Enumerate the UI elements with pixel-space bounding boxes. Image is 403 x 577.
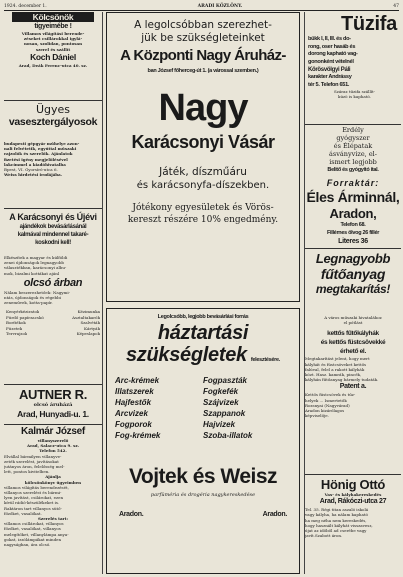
ad-body-line: gokat, izzólámpákat minden	[4, 536, 62, 542]
header-date: 1924. december 1.	[4, 4, 47, 9]
ad-discount-line: kereszt részére 10% engedmény.	[127, 215, 279, 225]
ad-subtitle: villanyszerelő	[37, 438, 69, 443]
ad-body-line: ha meg néha nem kereskedés,	[305, 517, 367, 523]
ad-body-line: gononként vételnél	[308, 58, 354, 65]
ad-price: Literes 36	[338, 238, 368, 245]
ad-body-line: Száraz tűzifa szállít-	[334, 89, 375, 94]
product-list	[107, 375, 299, 441]
page-header	[4, 3, 399, 11]
ad-body-line: villamos világítás berendezését,	[4, 484, 69, 490]
ad-advertiser-name: Koch Dániel	[30, 51, 76, 62]
product-item: Fogkefék	[203, 387, 239, 396]
ad-advertiser-name: Éles Árminnál,	[306, 189, 400, 205]
left-column	[4, 12, 103, 574]
ad-lead-line: jük be szükségleteinket	[141, 32, 265, 44]
ad-body-line: Aradon kizárólagos	[305, 408, 345, 414]
ad-body-line: Raktáron tart villanyos sütő-	[4, 505, 62, 511]
ad-title: AUTNER R.	[18, 387, 88, 402]
ad-body-line: szerel és szállít	[35, 46, 71, 52]
ad-body-line: hogy használt kályhát visszavesz,	[305, 522, 373, 528]
ad-body-line: el pótlást	[343, 320, 363, 326]
ad-title: A Karácsonyi és Újévi	[9, 212, 97, 222]
ad-headline-1: Nagy	[158, 87, 248, 129]
ad-address: Arad, Hunyadi-u. 1.	[17, 409, 89, 419]
ad-body-line: nali felvétetik, egyúttal műszaki	[4, 146, 77, 152]
ad-title: Kölcsönök	[12, 12, 94, 22]
ad-body-line: karakter Andrássy	[308, 74, 352, 80]
product-pair: Fürdő papírzacskó Asztaltakarók	[6, 314, 100, 320]
ad-body-line: kályhán fűtőanyag bármely tudaták.	[305, 377, 379, 383]
ad-title: Ügyes	[35, 103, 71, 116]
ad-title: Kalmár József	[21, 426, 85, 437]
ad-body-line: Nálam beszerezhetőek: Nagymi-	[4, 289, 70, 295]
ad-line: gyógyszer	[336, 134, 370, 142]
ad-address: ban József főherceg-út 1. (a várossal szemben.)	[147, 68, 259, 74]
ad-body-line: koskodni kell!	[35, 240, 71, 246]
ad-body-line: lakcímmel a kiadóhivatalba	[4, 161, 66, 167]
ad-address: Arad, Deák Ferenc-utca 40. sz.	[18, 62, 88, 68]
ad-body-line: Elkészítek a magyar és külföldi	[4, 255, 68, 260]
ad-line: Patent a.	[339, 383, 367, 391]
ad-christmas-gifts	[4, 211, 102, 336]
product-pair: Kenyérkéziratok Kézimunka	[6, 309, 100, 315]
ad-note-title: kölcsönkönyv ügyeimben	[24, 479, 82, 485]
ad-body-line: A város műszaki hivatalához	[324, 315, 382, 320]
product-item: Szoba-illatok	[203, 431, 253, 440]
ad-kalmar	[4, 426, 102, 547]
ad-body-line: közt. Hasz. kamrák, pincék,	[305, 372, 362, 378]
ad-body-line: Weiss hirdetési irodájába.	[4, 172, 63, 178]
ad-body-line: vagy kályha, ha nálam kapható	[305, 512, 368, 518]
ad-body-line: budapesti gépgyár műhelye azon-	[4, 141, 80, 146]
ad-body-line: főzőket, vasalókat, villanyos	[4, 526, 61, 532]
product-item: Fogporok	[115, 420, 152, 429]
ad-headline-2: szükségletek	[125, 344, 247, 366]
ad-firewood	[305, 12, 401, 99]
ad-title-2: tigyeimébe !	[34, 23, 72, 30]
ad-vojtek-weisz	[106, 308, 300, 574]
ad-store-name: A Központi Nagy Áruház-	[120, 47, 286, 64]
ad-headline-1: háztartási	[157, 322, 249, 344]
ad-lead-line: A legolcsóbban szerezhet-	[134, 19, 272, 31]
ad-subtitle: Vas- és kályhakereskedés	[324, 492, 382, 497]
ad-body-line: falúval, felel a rakott kályhák	[305, 366, 365, 372]
ad-autner	[4, 387, 102, 420]
ad-body-line: lyen javítást, csilárokat, ezen	[4, 495, 64, 501]
ad-note-title: Ajánlja	[45, 474, 61, 480]
ad-headline-3: megtakarítás!	[315, 282, 391, 296]
ad-body-line: újat az időből ad cserébe vagy	[305, 528, 367, 534]
ad-price: Fillérnes ölvog 26 fillér	[326, 230, 380, 236]
ad-advertiser-name: Körösvölgyi Páli	[308, 67, 351, 73]
ad-body-line: Villamos világítási berende-	[21, 31, 85, 36]
middle-column	[106, 12, 300, 574]
ad-subtitle: parfüméria és drogéria nagykereskedése	[150, 492, 256, 498]
product-pair: Füzetek Kártyák	[6, 325, 100, 331]
product-item: Hajfestők	[115, 398, 152, 407]
ad-body-line: főzőket, vasalókat.	[4, 510, 42, 516]
ad-phone: Telefon 542.	[39, 448, 67, 454]
product-item: Arcvizek	[115, 409, 148, 418]
ad-lead-line: Legolcsóbb, legjobb bevásárlási forrás	[157, 314, 249, 320]
ad-body-line: nosan, szolidan, pontosan	[23, 41, 83, 47]
ad-body-line: ntás, újdonságok és régebbi	[4, 295, 61, 301]
ad-address: Arad, Salacz-utca 9. sz.	[26, 443, 79, 449]
ad-offer-line: és karácsonyfa-díszekben.	[136, 180, 270, 191]
ad-line: Erdély	[342, 126, 364, 134]
ad-kozponti-aruhaz	[106, 12, 300, 302]
right-column	[304, 12, 401, 574]
ad-headline-1: Legnagyobb	[315, 251, 391, 266]
ad-body-line: zeték szerelést, javításokat	[4, 458, 59, 464]
ad-price-claim: olcsó árban	[23, 276, 83, 289]
ad-city: Aradon,	[329, 206, 377, 221]
ad-body-line: dorong kapható vag-	[308, 51, 358, 57]
ad-title: Forraktár:	[326, 178, 380, 188]
ad-body-line: Kettős füstcsövek és tűz-	[305, 392, 356, 398]
ad-electric-koch	[4, 12, 102, 68]
product-item: Szájvizek	[203, 398, 239, 407]
ad-body-line: zéseket csillárokkal igylá-	[23, 36, 83, 42]
ad-body-line: ajándékok bevásárlásánál	[19, 224, 87, 230]
ad-discount-line: Jótékony egyesületek és Vörös-	[132, 203, 274, 213]
ad-body-line: Elvállal bármilyen villanyve-	[4, 453, 62, 459]
ad-honig	[305, 477, 401, 538]
ad-line: Belitő és gyógyító ital.	[327, 167, 379, 173]
ad-city: Aradon.	[262, 511, 287, 518]
ad-headline-2: fűtőanyag	[320, 266, 386, 282]
ad-line: és kettős füstcsövekké	[320, 339, 386, 347]
product-item: Illatszerek	[115, 387, 154, 396]
product-item: Hajvizek	[203, 420, 236, 429]
ad-body-line: küzö is kapható.	[338, 94, 371, 100]
product-pair: Tervrajzok Képeslapok	[6, 331, 100, 337]
product-item: Fog-krémek	[115, 431, 161, 440]
ad-body-line: képviselője.	[305, 413, 329, 419]
ad-body-line: zenei újdonságok legnagyobb	[4, 260, 64, 266]
product-pair: Borítékok Szalvéták	[6, 320, 100, 326]
ad-body-line: kívül rádió-készülékeket is.	[4, 500, 60, 506]
ad-body-line: Bpest, VI. Gyorsíró-utca 6.	[4, 167, 58, 173]
product-item: Szappanok	[203, 409, 246, 418]
ad-body-line: kályhát és füstcsöveket kettős	[305, 361, 367, 367]
ad-mineral-water	[305, 126, 401, 246]
ad-city: Aradon.	[119, 511, 144, 518]
ad-body-line: Rozsnyai (Nagyvárad)	[305, 402, 350, 408]
ad-note-title: Szerelés tart:	[38, 516, 68, 522]
ad-body-line: melegítőket, villanylámpa anya-	[4, 531, 69, 537]
ad-body-line: jutányos áron, felelősség mel-	[4, 464, 65, 470]
ad-body-line: villamos csillárokat, villanyos	[4, 521, 64, 527]
ad-title: Hönig Ottó	[320, 477, 386, 492]
ad-body-line: rajzolók és szerelők. Ajánlatok	[4, 151, 73, 157]
ad-body-line: helyek ... Ismertetők	[305, 397, 347, 403]
ad-title: Tüzifa	[341, 13, 397, 35]
ad-line: kettős fűtőkályhák	[327, 330, 379, 338]
ad-body-line: javít.Szabott áron.	[305, 533, 343, 539]
ad-body-line: fizetési igény megjelölésével	[4, 156, 68, 162]
ad-line: érhető el.	[340, 348, 366, 356]
ad-body-line: zeneművek, kotta-papír.	[4, 300, 53, 306]
ad-offer-line: Játék, díszműáru	[159, 166, 247, 178]
ad-lathe-workers	[4, 103, 102, 177]
ad-body-line: villanyos szerelést és bármi-	[4, 490, 62, 496]
ad-phone: Telefon 68.	[340, 222, 366, 228]
ad-body-line: rong, oser hasáb és	[308, 43, 356, 50]
ad-body-line: lett, pontos kivitelben.	[4, 469, 50, 475]
ad-line: ismert legjobb	[329, 158, 377, 166]
ad-headline-2: Karácsonyi Vásár	[131, 132, 275, 152]
ad-subtitle: olcsó áruházá	[33, 402, 73, 408]
header-title: ARADI KÖZLÖNY.	[197, 4, 243, 9]
header-page-number: 47	[393, 4, 399, 9]
ad-body-line: választékban, karácsonyi albu-	[4, 265, 67, 271]
ad-body-line: bükk I, II, III. és do-	[308, 36, 351, 42]
ad-line: és Élépatak	[333, 142, 373, 150]
ad-address: Arad, Rákóczi-utca 27	[319, 498, 387, 506]
product-item: Arc-krémek	[115, 376, 160, 385]
ad-fuel-saving	[305, 251, 401, 418]
ad-headline-after: felesztésére.	[250, 357, 281, 363]
ad-body-line: Tel. 35. Régi titan aszaló iskolá	[305, 507, 369, 513]
ad-body-line: Megtakarítást jelent, hogy mert	[305, 356, 370, 362]
ad-body-line: tér 5. Telefon 651.	[308, 81, 350, 88]
product-item: Fogpaszták	[203, 376, 248, 385]
ad-body-line: kalmával mindennel takaré-	[17, 232, 89, 238]
ad-body-line: nagyságban, ára olcsó.	[4, 542, 51, 548]
ad-body-line: mok, bizalmi kottákat ajánl	[4, 270, 60, 276]
ad-line: ásványvize, el-	[329, 150, 377, 158]
ad-title-2: vasesztergályosok	[8, 116, 98, 128]
ad-advertiser-name: Vojtek és Weisz	[128, 465, 278, 488]
